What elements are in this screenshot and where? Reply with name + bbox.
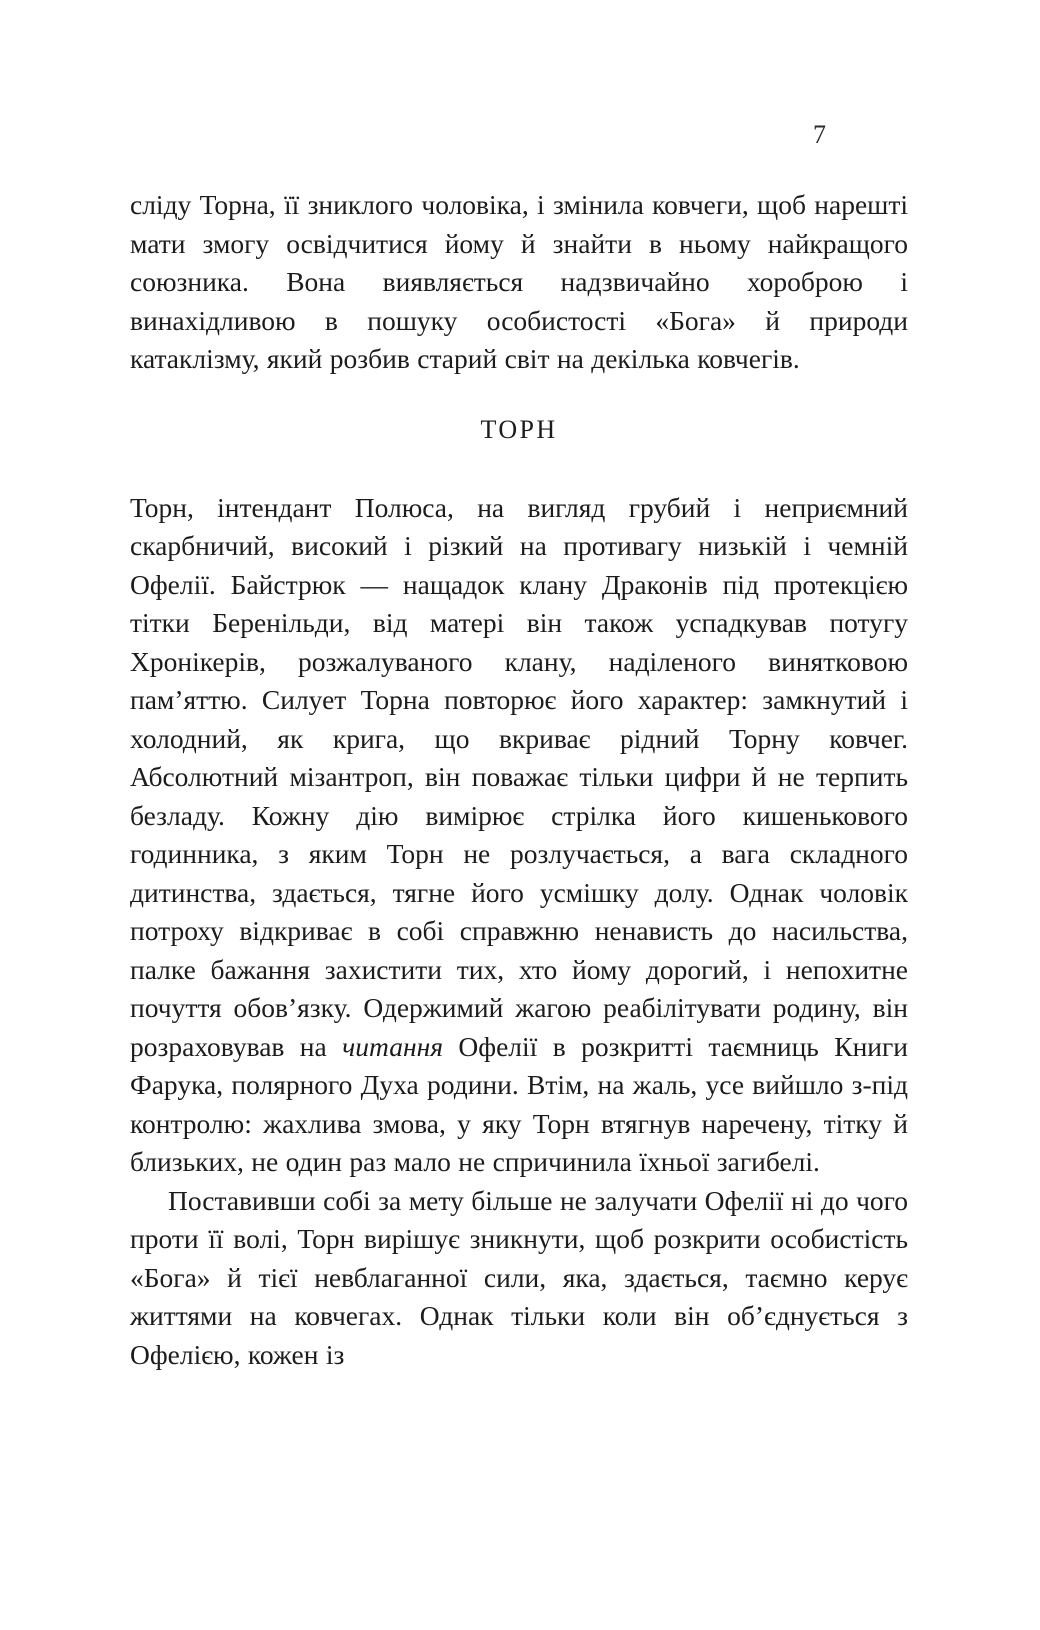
paragraph-thorn [130,489,908,1182]
page-number: 7 [813,120,826,149]
paragraph-thorn-text-start: Торн, інтендант Полюса, на вигляд грубий і неприємний скарбничий, високий і різкий на противагу низькій і чемній Офелії. Байстрюк — нащадок клану Драконів під протекцією тітки Беренільди, від матері він також успадкував потугу Хронікерів, розжалуваного клану, наділеного винятковою пам’яттю. Силует Торна повторює його характер: замкнутий і холодний, як крига, що вкриває рідний Торну ковчег. Абсолютний мізантроп, він поважає тільки цифри й не терпить безладу. Кожну дію вимірює стрілка його кишенькового годинника, з яким Торн не розлучається, а вага складного дитинства, здається, тягне його усмішку долу. Однак чоловік потроху відкриває в собі справжню ненависть до насильства, палке бажання захистити тих, хто йому дорогий, і непохитне почуття обов’язку. Одержимий жагою реабілітувати родину, він розраховував на [130,491,908,1062]
paragraph-thorn-text-end: Офелії в розкритті таємниць Книги Фарука, полярного Духа родини. Втім, на жаль, усе вийшло з-під контролю: жахлива змова, у яку Торн втягнув наречену, тітку й близьких, не один раз мало не спричинила їхньої загибелі. [130,1030,909,1177]
paragraph-intro: сліду Торна, її зниклого чоловіка, і змінила ковчеги, щоб нарешті мати змогу освідчитися йому й знайти в ньому найкращого союзника. Вона виявляється надзвичайно хороброю і винахідливою в пошуку особистості «Бога» й природи катаклізму, який розбив старий світ на декілька ковчегів. [130,189,908,374]
section-heading: ТОРН [480,414,558,444]
paragraph-final: Поставивши собі за мету більше не залучати Офелії ні до чого проти її волі, Торн вирішує зникнути, щоб розкрити особистість «Бога» й тієї невблаганної сили, яка, здається, таємно керує життями на ковчегах. Однак тільки коли він об’єднується з Офелією, кожен із [130,1184,908,1370]
italic-word: читання [342,1030,444,1062]
